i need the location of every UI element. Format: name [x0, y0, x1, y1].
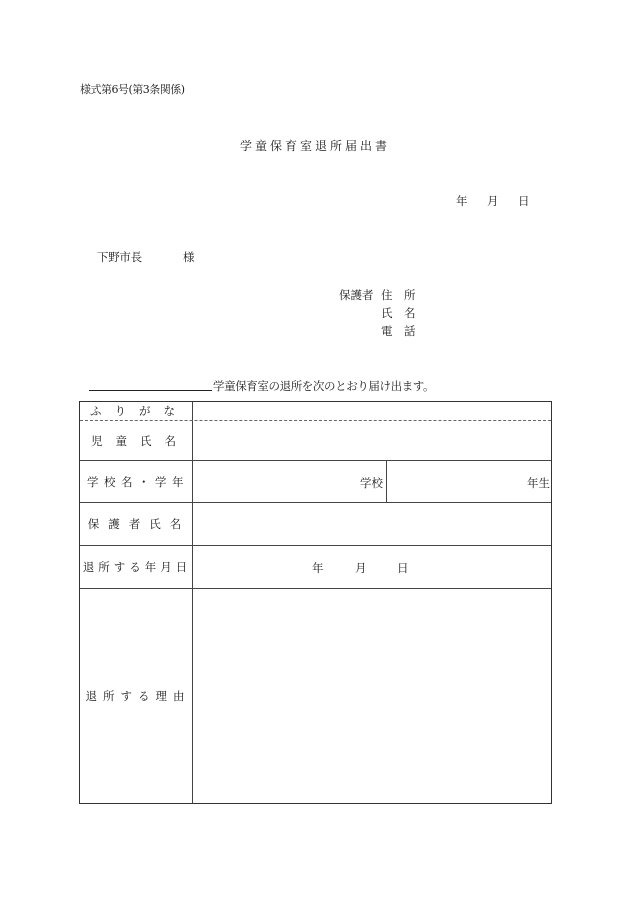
guardian-address-label: 住 所	[381, 288, 416, 302]
addressee-name: 下野市長	[97, 250, 142, 264]
date-day-label: 日	[518, 194, 530, 208]
school-grade-label-cell	[80, 461, 192, 502]
furigana-label: ふりがな	[90, 404, 188, 418]
child-name-label-cell	[80, 421, 192, 460]
date-year-label: 年	[456, 194, 468, 208]
guardian-prefix: 保護者	[339, 288, 374, 302]
guardian-name-table-label: 保護者氏名	[87, 517, 191, 531]
withdraw-date-label: 退所する年月日	[82, 560, 192, 574]
child-name-label: 児童氏名	[91, 433, 189, 448]
grade-suffix: 年生	[527, 476, 550, 490]
school-suffix: 学校	[360, 476, 383, 490]
school-name-blank-line	[89, 390, 212, 391]
guardian-name-field[interactable]	[193, 503, 551, 545]
withdraw-year-label: 年	[312, 561, 324, 575]
withdrawal-form-table	[79, 401, 552, 804]
reason-label-cell	[80, 589, 192, 803]
school-name-field[interactable]	[193, 461, 385, 502]
furigana-field[interactable]	[193, 402, 551, 420]
guardian-phone-label: 電 話	[381, 324, 416, 338]
withdraw-date-label-cell	[80, 546, 192, 588]
withdraw-day-label: 日	[397, 561, 409, 575]
school-grade-label: 学校名・学年	[87, 474, 189, 489]
form-number: 様式第6号(第3条関係)	[80, 83, 185, 96]
child-name-field[interactable]	[193, 421, 551, 460]
reason-label: 退所する理由	[85, 689, 191, 703]
document-title: 学童保育室退所届出書	[239, 139, 390, 153]
guardian-name-label-cell	[80, 503, 192, 545]
guardian-name-label: 氏 名	[381, 306, 416, 320]
date-month-label: 月	[487, 194, 499, 208]
reason-field[interactable]	[193, 589, 551, 803]
furigana-label-cell	[80, 402, 192, 420]
notice-text: 学童保育室の退所を次のとおり届け出ます。	[213, 379, 435, 393]
addressee-honorific: 様	[183, 250, 195, 264]
withdraw-month-label: 月	[355, 561, 367, 575]
